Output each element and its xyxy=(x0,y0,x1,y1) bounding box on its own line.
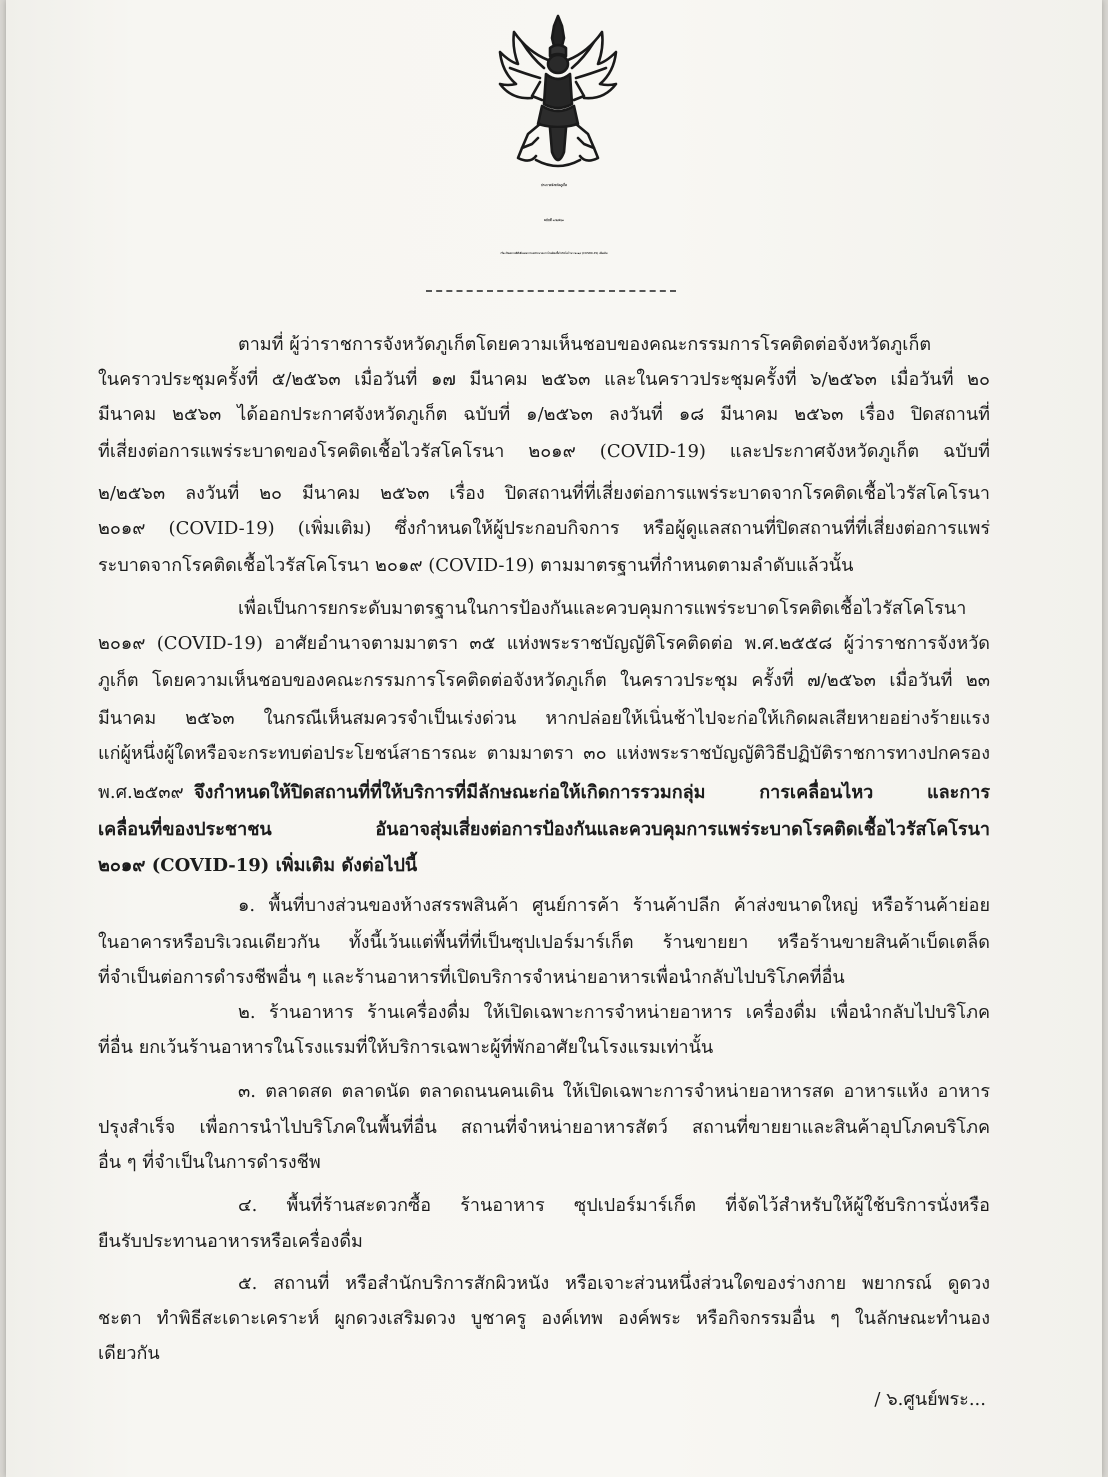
body-line: ระบาดจากโรคติดเชื้อไวรัสโคโรนา ๒๐๑๙ (COVID-19) ตามมาตรฐานที่กำหนดตามลำดับแล้วนั้น xyxy=(98,555,854,576)
announcement-title: ประกาศจังหวัดภูเก็ต xyxy=(540,183,568,187)
body-line-emphasis: เคลื่อนที่ของประชาชน อันอาจสุ่มเสี่ยงต่อการป้องกันและควบคุมการแพร่ระบาดโรคติดเชื้อไวรัสโคโรนา xyxy=(98,819,990,840)
body-line: ตามที่ ผู้ว่าราชการจังหวัดภูเก็ตโดยความเห็นชอบของคณะกรรมการโรคติดต่อจังหวัดภูเก็ต xyxy=(238,334,932,355)
body-line-emphasis: จึงกำหนดให้ปิดสถานที่ที่ให้บริการที่มีลักษณะก่อให้เกิดการรวมกลุ่ม การเคลื่อนไหว และการ xyxy=(194,782,990,803)
body-line: ๒/๒๕๖๓ ลงวันที่ ๒๐ มีนาคม ๒๕๖๓ เรื่อง ปิดสถานที่ที่เสี่ยงต่อการแพร่ระบาดจากโรคติดเชื้อไวรัสโคโรนา xyxy=(98,483,990,504)
list-item: อื่น ๆ ที่จำเป็นในการดำรงชีพ xyxy=(98,1152,321,1173)
body-line: ในคราวประชุมครั้งที่ ๕/๒๕๖๓ เมื่อวันที่ ๑๗ มีนาคม ๒๕๖๓ และในคราวประชุมครั้งที่ ๖/๒๕๖๓ เมื่อวันที่ ๒๐ xyxy=(98,369,990,390)
list-item: ๓. ตลาดสด ตลาดนัด ตลาดถนนคนเดิน ให้เปิดเฉพาะการจำหน่ายอาหารสด อาหารแห้ง อาหาร xyxy=(238,1081,990,1102)
body-line: ที่เสี่ยงต่อการแพร่ระบาดของโรคติดเชื้อไวรัสโคโรนา ๒๐๑๙ (COVID-19) และประกาศจังหวัดภูเก็ต ฉบับที่ xyxy=(98,441,990,462)
body-line: เพื่อเป็นการยกระดับมาตรฐานในการป้องกันและควบคุมการแพร่ระบาดโรคติดเชื้อไวรัสโคโรนา xyxy=(238,598,967,619)
body-line: แก่ผู้หนึ่งผู้ใดหรือจะกระทบต่อประโยชน์สาธารณะ ตามมาตรา ๓๐ แห่งพระราชบัญญัติวิธีปฏิบัติราชการทางปกครอง xyxy=(98,743,990,764)
body-line: ๒๐๑๙ (COVID-19) อาศัยอำนาจตามมาตรา ๓๕ แห่งพระราชบัญญัติโรคติดต่อ พ.ศ.๒๕๕๘ ผู้ว่าราชการจังหวัด xyxy=(98,633,990,654)
body-line-emphasis: ๒๐๑๙ (COVID-19) เพิ่มเติม ดังต่อไปนี้ xyxy=(98,855,418,876)
list-item: ๔. พื้นที่ร้านสะดวกซื้อ ร้านอาหาร ซุปเปอร์มาร์เก็ต ที่จัดไว้สำหรับให้ผู้ใช้บริการนั่งหรือ xyxy=(238,1195,990,1216)
list-item: ๑. พื้นที่บางส่วนของห้างสรรพสินค้า ศูนย์การค้า ร้านค้าปลีก ค้าส่งขนาดใหญ่ หรือร้านค้าย่อย xyxy=(238,895,990,916)
list-item: เดียวกัน xyxy=(98,1343,160,1364)
body-line: ๒๐๑๙ (COVID-19) (เพิ่มเติม) ซึ่งกำหนดให้ผู้ประกอบกิจการ หรือผู้ดูแลสถานที่ปิดสถานที่ที่เสี่ยงต่อการแพร่ xyxy=(98,518,990,539)
document-page xyxy=(6,0,1102,1477)
divider xyxy=(426,290,676,292)
garuda-emblem-icon xyxy=(492,12,624,170)
list-item: ยืนรับประทานอาหารหรือเครื่องดื่ม xyxy=(98,1231,363,1252)
list-item: ที่อื่น ยกเว้นร้านอาหารในโรงแรมที่ให้บริการเฉพาะผู้ที่พักอาศัยในโรงแรมเท่านั้น xyxy=(98,1037,714,1058)
body-line: มีนาคม ๒๕๖๓ ได้ออกประกาศจังหวัดภูเก็ต ฉบับที่ ๑/๒๕๖๓ ลงวันที่ ๑๘ มีนาคม ๒๕๖๓ เรื่อง ปิดสถานที่ xyxy=(98,404,990,425)
list-item: ๕. สถานที่ หรือสำนักบริการสักผิวหนัง หรือเจาะส่วนหนึ่งส่วนใดของร่างกาย พยากรณ์ ดูดวง xyxy=(238,1273,990,1294)
announcement-issue-number: ฉบับที่ ๓/๒๕๖๓ xyxy=(543,218,565,222)
list-item: ในอาคารหรือบริเวณเดียวกัน ทั้งนี้เว้นแต่พื้นที่ที่เป็นซุปเปอร์มาร์เก็ต ร้านขายยา หรือร้านขายสินค้าเบ็ดเตล็ด xyxy=(98,932,990,953)
page-continuation-marker: / ๖.ศูนย์พระ... xyxy=(874,1389,986,1410)
list-item: ชะตา ทำพิธีสะเดาะเคราะห์ ผูกดวงเสริมดวง บูชาครู องค์เทพ องค์พระ หรือกิจกรรมอื่น ๆ ในลักษณะทำนอง xyxy=(98,1308,990,1329)
list-item: ที่จำเป็นต่อการดำรงชีพอื่น ๆ และร้านอาหารที่เปิดบริการจำหน่ายอาหารเพื่อนำกลับไปบริโภคที่อื่น xyxy=(98,967,845,988)
list-item: ปรุงสำเร็จ เพื่อการนำไปบริโภคในพื้นที่อื่น สถานที่จำหน่ายอาหารสัตว์ สถานที่ขายยาและสินค้าอุปโภคบริโภค xyxy=(98,1117,990,1138)
body-line: พ.ศ.๒๕๓๙ xyxy=(98,782,184,803)
list-item: ๒. ร้านอาหาร ร้านเครื่องดื่ม ให้เปิดเฉพาะการจำหน่ายอาหาร เครื่องดื่ม เพื่อนำกลับไปบริโภค xyxy=(238,1002,990,1023)
announcement-subject: เรื่อง ปิดสถานที่ที่เสี่ยงต่อการแพร่ระบาดจากโรคติดเชื้อไวรัสโคโรนา ๒๐๑๙ (COVID-19) เพิ่มเติม xyxy=(500,252,608,255)
body-line: มีนาคม ๒๕๖๓ ในกรณีเห็นสมควรจำเป็นเร่งด่วน หากปล่อยให้เนิ่นช้าไปจะก่อให้เกิดผลเสียหายอย่างร้ายแรง xyxy=(98,708,990,729)
body-line: ภูเก็ต โดยความเห็นชอบของคณะกรรมการโรคติดต่อจังหวัดภูเก็ต ในคราวประชุม ครั้งที่ ๗/๒๕๖๓ เมื่อวันที่ ๒๓ xyxy=(98,670,990,691)
